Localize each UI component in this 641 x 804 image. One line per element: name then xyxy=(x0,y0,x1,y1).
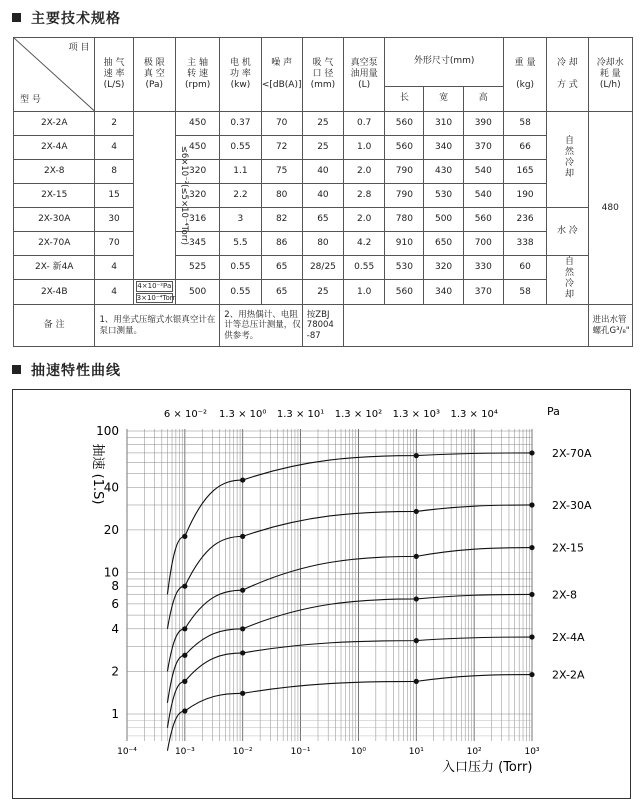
remarks-label: 备 注 xyxy=(14,305,95,347)
header-height: 高 xyxy=(463,87,503,112)
cell-length: 910 xyxy=(385,232,424,256)
cooling-air-text-2: 自然冷却 xyxy=(563,256,573,300)
cell-weight: 236 xyxy=(503,208,546,232)
cell-power: 1.1 xyxy=(220,160,261,184)
series-label: 2X-4A xyxy=(552,631,585,645)
cell-width: 650 xyxy=(424,232,463,256)
header-model: 型 号 xyxy=(20,94,41,105)
cell-length: 780 xyxy=(385,208,424,232)
table-row-remarks xyxy=(14,305,633,347)
x-tick-label: 10⁻⁴ xyxy=(117,747,137,757)
cell-height: 390 xyxy=(463,112,503,136)
cell-width: 320 xyxy=(424,256,463,280)
data-point xyxy=(182,708,187,713)
cell-weight: 58 xyxy=(503,280,546,305)
y-tick-label: 4 xyxy=(111,621,119,636)
header-diagonal-cell xyxy=(14,38,95,112)
cell-oil: 2.8 xyxy=(344,184,385,208)
data-point xyxy=(240,477,245,482)
y-tick-label: 10 xyxy=(103,565,119,580)
cell-port: 25 xyxy=(302,280,343,305)
series-label: 2X-15 xyxy=(552,541,584,555)
data-point xyxy=(182,653,187,658)
y-axis-label: 抽速 (1.S) xyxy=(90,443,105,505)
header-noise: 噪 声 <[dB(A)] xyxy=(261,38,302,112)
cell-cooling-air-1 xyxy=(547,112,588,208)
cell-model: 2X-15 xyxy=(14,184,95,208)
table-row xyxy=(14,160,633,184)
top-tick-label: 1.3 × 10¹ xyxy=(276,409,325,420)
water-consumption-value: 480 xyxy=(601,202,619,213)
cell-oil: 0.55 xyxy=(344,256,385,280)
cell-noise: 72 xyxy=(261,136,302,160)
cell-width: 310 xyxy=(424,112,463,136)
header-ultimate-vacuum: 极 限 真 空 (Pa) xyxy=(133,38,175,112)
cell-power: 5.5 xyxy=(220,232,261,256)
data-point xyxy=(529,545,534,550)
remarks-note-3: 按ZBJ 78004 -87 xyxy=(302,305,343,347)
y-tick-label: 2 xyxy=(111,664,119,679)
data-point xyxy=(414,638,419,643)
y-tick-label: 8 xyxy=(111,579,119,594)
cell-model: 2X-4A xyxy=(14,136,95,160)
remarks-note-4: 进出水管螺孔G³/₈" xyxy=(588,305,633,347)
y-tick-label: 20 xyxy=(103,522,119,537)
data-point xyxy=(529,634,534,639)
cell-rpm: 320 xyxy=(175,160,219,184)
remarks-note-1: 1、用坐式压缩式水银真空计在泵口测量。 xyxy=(95,305,220,347)
cell-model: 2X-70A xyxy=(14,232,95,256)
data-point xyxy=(414,596,419,601)
cell-noise: 75 xyxy=(261,160,302,184)
cell-rpm: 525 xyxy=(175,256,219,280)
cell-length: 790 xyxy=(385,160,424,184)
header-dimensions: 外形尺寸(mm) xyxy=(385,38,504,87)
data-point xyxy=(240,650,245,655)
cell-rpm: 450 xyxy=(175,112,219,136)
cell-length: 530 xyxy=(385,256,424,280)
section-title-text: 抽速特性曲线 xyxy=(31,363,121,379)
section-title-specs xyxy=(12,8,121,28)
series-label: 2X-8 xyxy=(552,588,577,602)
cell-weight: 165 xyxy=(503,160,546,184)
header-weight: 重 量 (kg) xyxy=(503,38,546,112)
y-tick-label: 6 xyxy=(111,596,119,611)
x-tick-label: 10⁻³ xyxy=(174,747,195,757)
cell-cooling-water: 水 冷 xyxy=(547,208,588,256)
data-point xyxy=(182,626,187,631)
cell-ultimate-vacuum-merged xyxy=(133,112,189,280)
cell-oil: 2.0 xyxy=(344,208,385,232)
cell-speed: 15 xyxy=(95,184,133,208)
cell-width: 430 xyxy=(424,160,463,184)
data-point xyxy=(182,679,187,684)
cell-power: 0.55 xyxy=(220,280,261,305)
cell-height: 540 xyxy=(463,160,503,184)
cell-speed: 4 xyxy=(95,280,133,305)
top-tick-label: 1.3 × 10⁴ xyxy=(450,409,498,420)
cell-speed: 4 xyxy=(95,256,133,280)
vacuum-box-pa: 4×10⁻²Pa xyxy=(137,282,172,291)
header-cooling: 冷 却 方 式 xyxy=(547,38,588,112)
cell-oil: 4.2 xyxy=(344,232,385,256)
spec-table xyxy=(13,37,633,347)
cell-rpm: 316 xyxy=(175,208,219,232)
cell-port: 28/25 xyxy=(302,256,343,280)
header-water: 冷却水 耗 量 (L/h) xyxy=(588,38,633,112)
series-label: 2X-2A xyxy=(552,668,585,682)
cell-model: 2X-4B xyxy=(14,280,95,305)
cell-rpm: 450 xyxy=(175,136,219,160)
cooling-air-text-1: 自然冷却 xyxy=(563,135,573,180)
cell-length: 560 xyxy=(385,280,424,305)
header-rpm: 主 轴 转 速 (rpm) xyxy=(175,38,219,112)
cell-length: 790 xyxy=(385,184,424,208)
data-point xyxy=(529,450,534,455)
cell-oil: 1.0 xyxy=(344,136,385,160)
cell-oil: 1.0 xyxy=(344,280,385,305)
cell-port: 40 xyxy=(302,160,343,184)
top-tick-label: 1.3 × 10² xyxy=(334,409,383,420)
header-item: 项 目 xyxy=(68,43,90,53)
data-point xyxy=(240,588,245,593)
data-point xyxy=(414,679,419,684)
data-point xyxy=(529,502,534,507)
cell-height: 700 xyxy=(463,232,503,256)
cell-speed: 8 xyxy=(95,160,133,184)
x-tick-label: 10³ xyxy=(524,747,540,757)
square-bullet-icon xyxy=(12,13,21,22)
cell-speed: 30 xyxy=(95,208,133,232)
table-row xyxy=(14,232,633,256)
data-point xyxy=(240,626,245,631)
cell-water-merged xyxy=(588,112,633,305)
header-speed: 抽 气 速 率 (L/S) xyxy=(95,38,133,112)
table-row xyxy=(14,184,633,208)
table-row xyxy=(14,280,633,305)
table-row xyxy=(14,208,633,232)
cell-port: 25 xyxy=(302,136,343,160)
top-tick-label: 6 × 10⁻² xyxy=(163,409,208,420)
cell-length: 560 xyxy=(385,112,424,136)
cell-power: 2.2 xyxy=(220,184,261,208)
data-point xyxy=(414,554,419,559)
cell-noise: 65 xyxy=(261,256,302,280)
cell-cooling-air-2 xyxy=(547,256,588,305)
top-tick-label: 1.3 × 10³ xyxy=(392,409,440,420)
top-axis-unit: Pa xyxy=(547,405,560,418)
cell-length: 560 xyxy=(385,136,424,160)
cell-rpm: 345 xyxy=(175,232,219,256)
top-tick-label: 1.3 × 10⁰ xyxy=(219,409,267,420)
pumping-speed-chart xyxy=(12,389,631,799)
cell-rpm: 320 xyxy=(175,184,219,208)
cell-speed: 4 xyxy=(95,136,133,160)
table-row xyxy=(14,136,633,160)
header-width: 宽 xyxy=(424,87,463,112)
data-point xyxy=(240,534,245,539)
cell-weight: 58 xyxy=(503,112,546,136)
cell-port: 25 xyxy=(302,112,343,136)
header-power: 电 机 功 率 (kw) xyxy=(220,38,261,112)
header-oil: 真空泵 油用量 (L) xyxy=(344,38,385,112)
vacuum-box-torr: 3×10⁻⁴Torr xyxy=(136,293,176,302)
y-tick-label: 40 xyxy=(103,480,119,495)
cell-weight: 338 xyxy=(503,232,546,256)
cell-oil: 2.0 xyxy=(344,160,385,184)
y-tick-label: 1 xyxy=(111,707,119,721)
y-tick-label: 100 xyxy=(96,424,119,438)
data-point xyxy=(414,509,419,514)
cell-width: 500 xyxy=(424,208,463,232)
data-point xyxy=(529,592,534,597)
cell-noise: 65 xyxy=(261,280,302,305)
cell-weight: 60 xyxy=(503,256,546,280)
cell-weight: 190 xyxy=(503,184,546,208)
x-tick-label: 10⁰ xyxy=(350,747,366,757)
remarks-note-2: 2、用热偶计、电阻计等总压计测量，仅供参考。 xyxy=(220,305,303,347)
data-point xyxy=(182,534,187,539)
cell-width: 530 xyxy=(424,184,463,208)
header-length: 长 xyxy=(385,87,424,112)
cell-model: 2X-30A xyxy=(14,208,95,232)
cell-model: 2X-8 xyxy=(14,160,95,184)
series-label: 2X-70A xyxy=(552,446,592,460)
cell-height: 370 xyxy=(463,280,503,305)
section-title-text: 主要技术规格 xyxy=(31,11,121,27)
cell-port: 80 xyxy=(302,232,343,256)
cell-port: 40 xyxy=(302,184,343,208)
series-label: 2X-30A xyxy=(552,498,592,512)
cell-weight: 66 xyxy=(503,136,546,160)
cell-noise: 86 xyxy=(261,232,302,256)
table-row xyxy=(14,256,633,280)
cell-width: 340 xyxy=(424,280,463,305)
cell-noise: 80 xyxy=(261,184,302,208)
section-title-curves xyxy=(12,360,121,380)
data-point xyxy=(240,691,245,696)
data-point xyxy=(529,672,534,677)
cell-height: 370 xyxy=(463,136,503,160)
data-point xyxy=(182,584,187,589)
cell-power: 3 xyxy=(220,208,261,232)
x-tick-label: 10¹ xyxy=(408,747,424,757)
cell-power: 0.55 xyxy=(220,136,261,160)
cell-height: 330 xyxy=(463,256,503,280)
x-axis-label: 入口压力 (Torr) xyxy=(442,760,533,775)
cell-port: 65 xyxy=(302,208,343,232)
data-point xyxy=(414,453,419,458)
x-tick-label: 10⁻² xyxy=(232,747,253,757)
cell-power: 0.37 xyxy=(220,112,261,136)
cell-noise: 70 xyxy=(261,112,302,136)
header-port: 吸 气 口 径 (mm) xyxy=(302,38,343,112)
cell-height: 560 xyxy=(463,208,503,232)
cell-oil: 0.7 xyxy=(344,112,385,136)
table-row xyxy=(14,112,633,136)
cell-height: 540 xyxy=(463,184,503,208)
cell-power: 0.55 xyxy=(220,256,261,280)
ultimate-vacuum-text: ≤6×10⁻²(≤5×10⁻⁴Torr) xyxy=(178,145,189,245)
x-tick-label: 10² xyxy=(466,747,482,757)
square-bullet-icon xyxy=(12,365,21,374)
cell-noise: 82 xyxy=(261,208,302,232)
x-tick-label: 10⁻¹ xyxy=(290,747,311,757)
cell-model: 2X-2A xyxy=(14,112,95,136)
cell-rpm: 500 xyxy=(175,280,219,305)
cell-model: 2X- 新4A xyxy=(14,256,95,280)
cell-width: 340 xyxy=(424,136,463,160)
cell-speed: 70 xyxy=(95,232,133,256)
cell-ultimate-vacuum-box xyxy=(133,280,175,305)
cell-speed: 2 xyxy=(95,112,133,136)
